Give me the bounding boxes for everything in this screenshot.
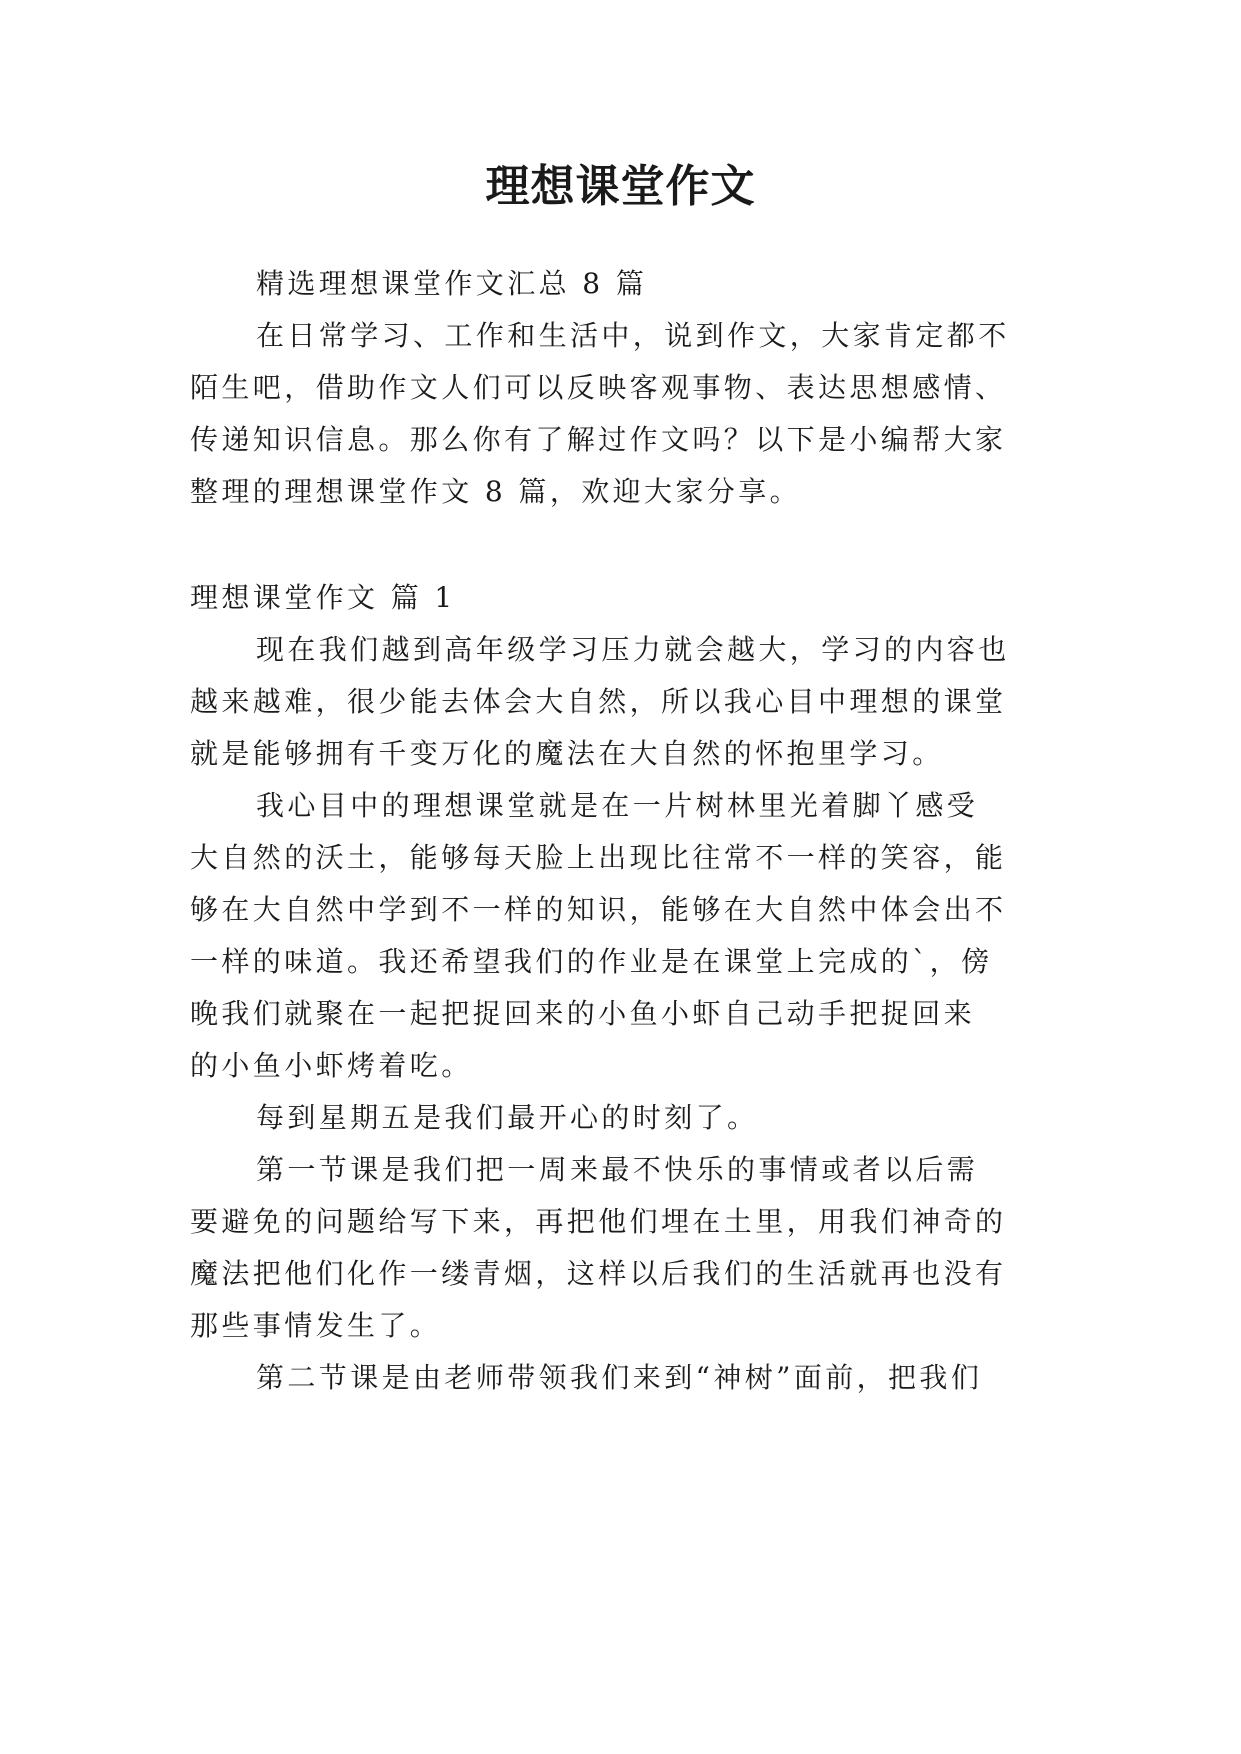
paragraph-line: 我心目中的理想课堂就是在一片树林里光着脚丫感受 [256,789,979,822]
paragraph-line: 的小鱼小虾烤着吃。 [190,1049,473,1082]
paragraph-line: 现在我们越到高年级学习压力就会越大，学习的内容也 [256,633,1010,666]
document-title: 理想课堂作文 [485,161,756,212]
paragraph-line: 晚我们就聚在一起把捉回来的小鱼小虾自己动手把捉回来 [190,997,976,1030]
paragraph-line: 够在大自然中学到不一样的知识，能够在大自然中体会出不 [190,893,1007,926]
section-heading: 理想课堂作文 篇 1 [190,581,456,614]
paragraph-line: 魔法把他们化作一缕青烟，这样以后我们的生活就再也没有 [190,1257,1007,1290]
paragraph-line: 大自然的沃土，能够每天脸上出现比往常不一样的笑容，能 [190,841,1007,874]
paragraph-line: 第一节课是我们把一周来最不快乐的事情或者以后需 [256,1153,979,1186]
paragraph-line: 一样的味道。我还希望我们的作业是在课堂上完成的`，傍 [190,945,993,978]
paragraph-line: 越来越难，很少能去体会大自然，所以我心目中理想的课堂 [190,685,1007,718]
intro-line: 传递知识信息。那么你有了解过作文吗？以下是小编帮大家 [190,423,1007,456]
paragraph-line: 就是能够拥有千变万化的魔法在大自然的怀抱里学习。 [190,737,944,770]
paragraph-line: 要避免的问题给写下来，再把他们埋在土里，用我们神奇的 [190,1205,1007,1238]
paragraph-line: 那些事情发生了。 [190,1309,442,1342]
paragraph-line: 第二节课是由老师带领我们来到“神树”面前，把我们 [256,1361,983,1394]
intro-line: 整理的理想课堂作文 8 篇，欢迎大家分享。 [190,475,802,508]
paragraph-line: 每到星期五是我们最开心的时刻了。 [256,1101,759,1134]
intro-line: 在日常学习、工作和生活中，说到作文，大家肯定都不 [256,319,1010,352]
intro-heading: 精选理想课堂作文汇总 8 篇 [256,267,648,300]
intro-line: 陌生吧，借助作文人们可以反映客观事物、表达思想感情、 [190,371,1007,404]
